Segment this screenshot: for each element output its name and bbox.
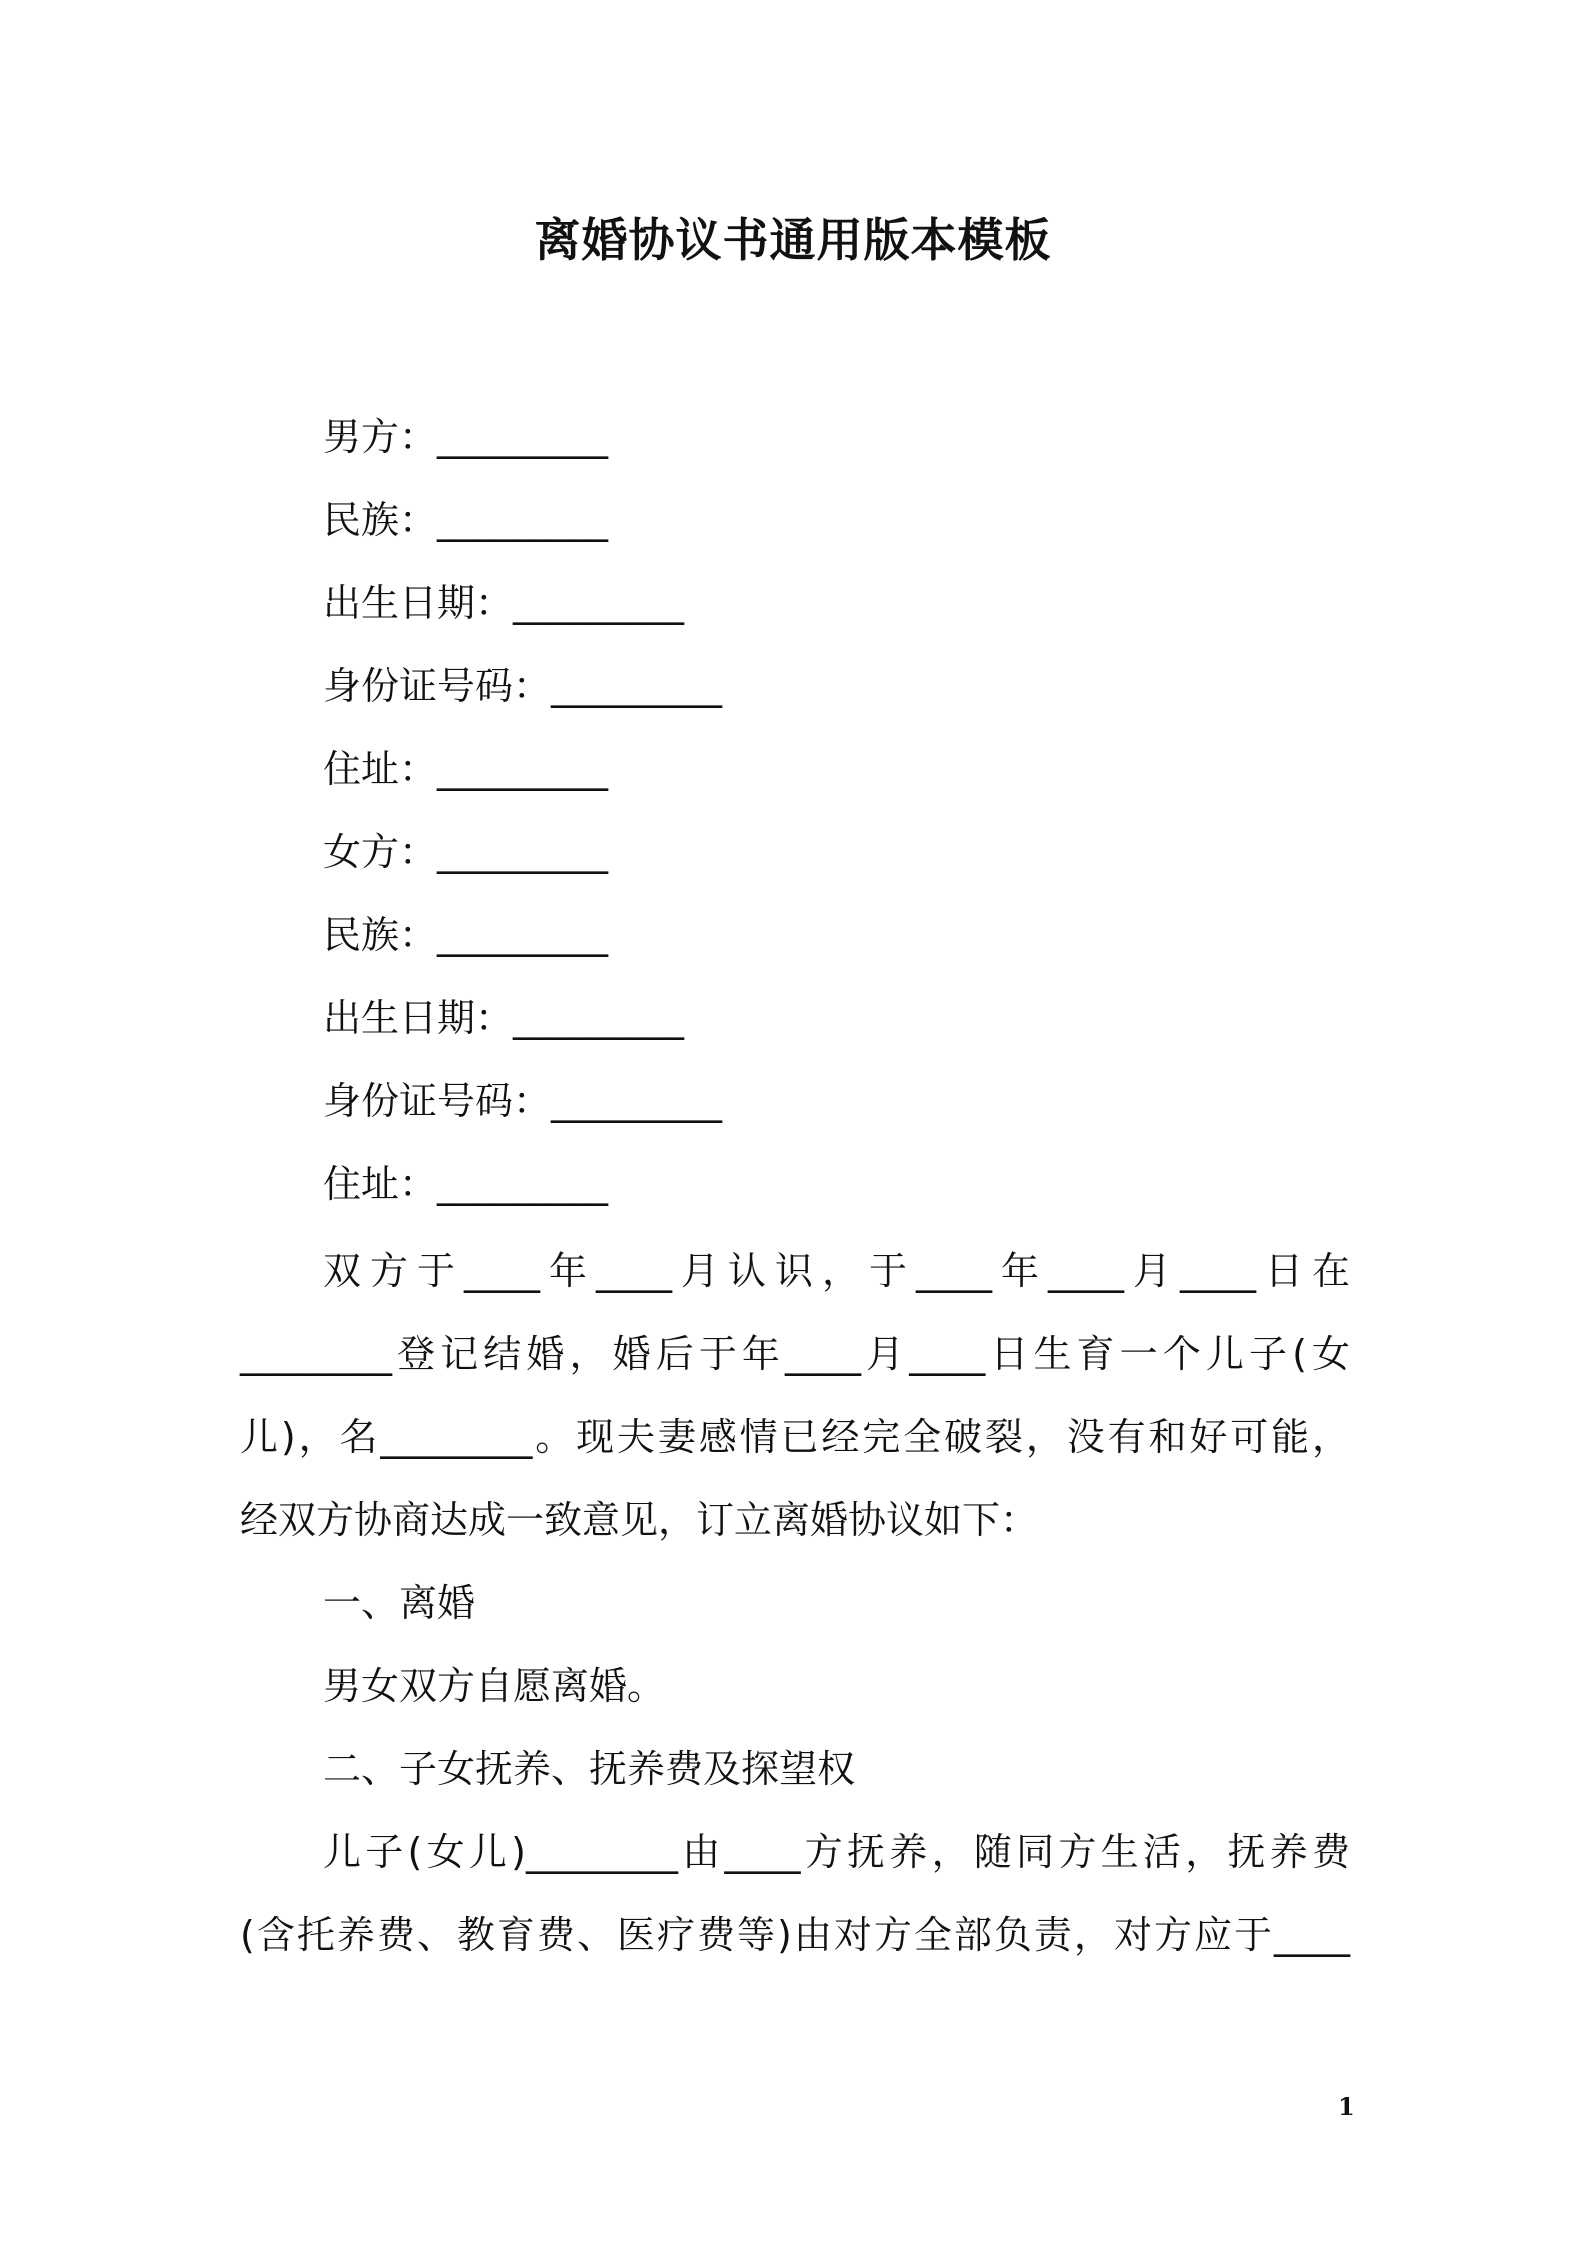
- page-number: 1: [1338, 2092, 1355, 2121]
- field-female-birthdate: 出生日期：_________: [323, 996, 685, 1040]
- intro-line-1: 双方于____年____月认识，于____年____月____日在: [323, 1249, 1350, 1293]
- field-female-party: 女方：_________: [323, 830, 609, 874]
- section-2-line-2: (含托养费、教育费、医疗费等)由对方全部负责，对方应于____: [240, 1913, 1350, 1957]
- document-title: 离婚协议书通用版本模板: [534, 213, 1052, 267]
- section-1-text: 男女双方自愿离婚。: [323, 1664, 666, 1708]
- field-male-id-number: 身份证号码：_________: [323, 664, 723, 708]
- field-female-ethnicity: 民族：_________: [323, 913, 609, 957]
- section-1-heading: 一、离婚: [323, 1581, 476, 1625]
- field-female-id-number: 身份证号码：_________: [323, 1079, 723, 1123]
- field-male-birthdate: 出生日期：_________: [323, 581, 685, 625]
- field-male-address: 住址：_________: [323, 747, 609, 791]
- intro-line-4: 经双方协商达成一致意见，订立离婚协议如下：: [240, 1498, 1039, 1542]
- field-male-ethnicity: 民族：_________: [323, 498, 609, 542]
- intro-line-2: ________登记结婚，婚后于年____月____日生育一个儿子(女: [240, 1332, 1350, 1376]
- intro-line-3: 儿)，名________。现夫妻感情已经完全破裂，没有和好可能，: [240, 1415, 1350, 1459]
- field-male-party: 男方：_________: [323, 415, 609, 459]
- section-2-line-1: 儿子(女儿)________由____方抚养，随同方生活，抚养费: [323, 1830, 1350, 1874]
- section-2-heading: 二、子女抚养、抚养费及探望权: [323, 1747, 856, 1791]
- field-female-address: 住址：_________: [323, 1162, 609, 1206]
